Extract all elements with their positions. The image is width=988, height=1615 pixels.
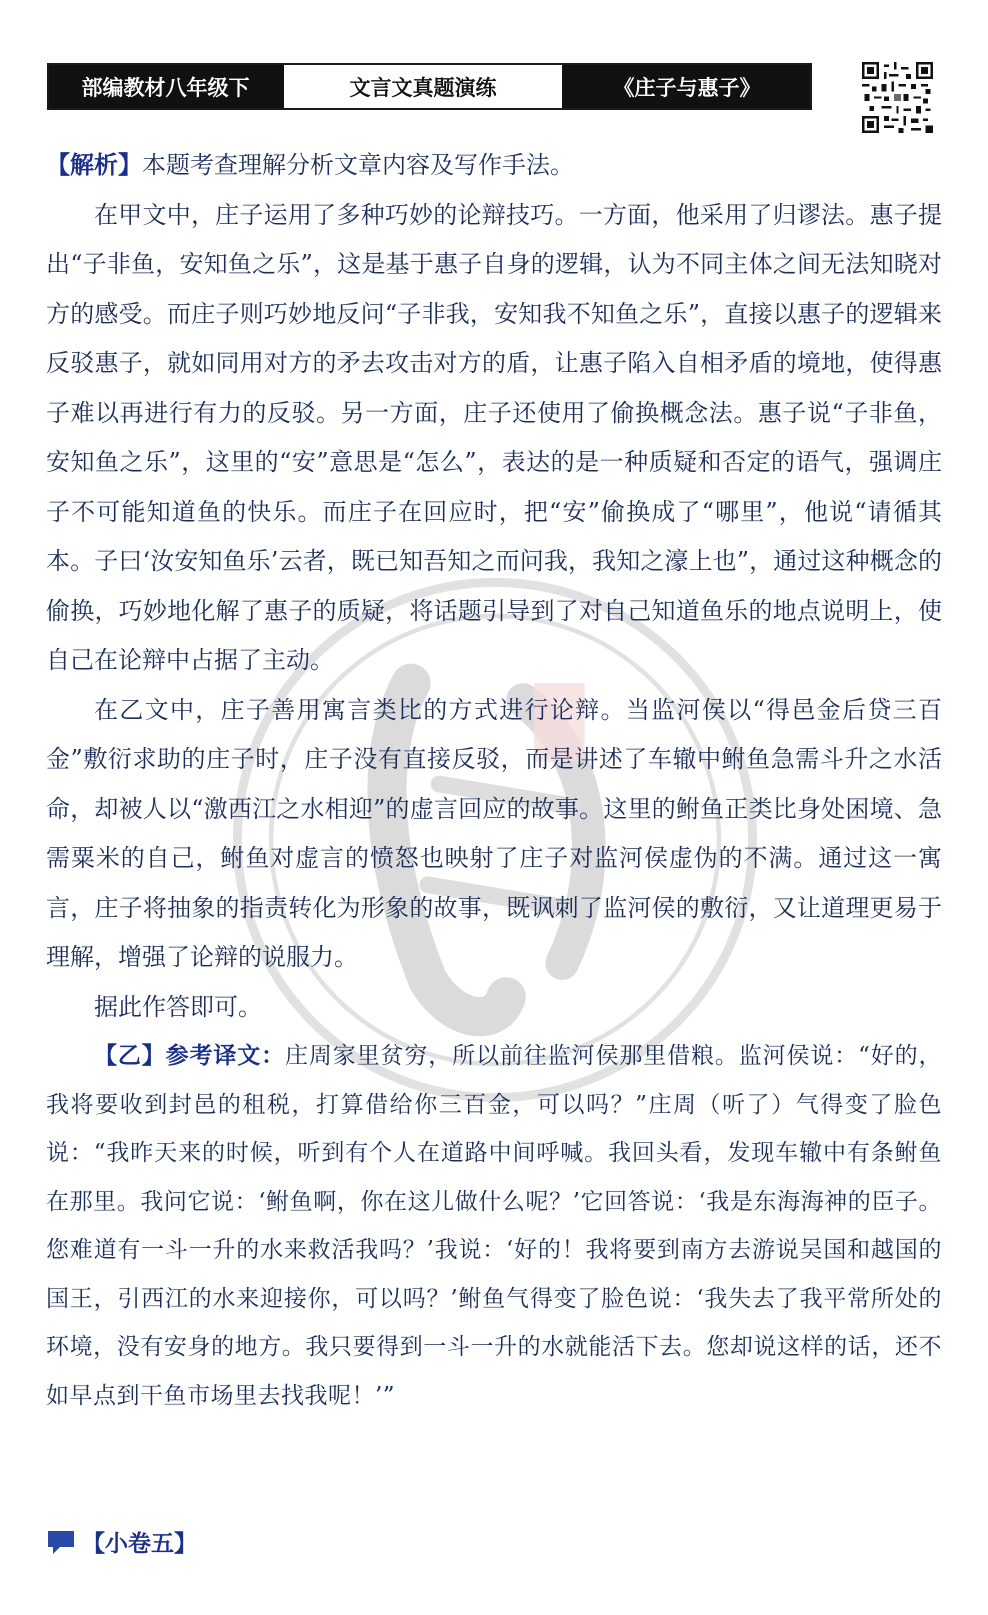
footer-label: 【小卷五】 <box>82 1531 197 1557</box>
analysis-paragraph-2: 在乙文中，庄子善用寓言类比的方式进行论辩。当监河侯以“得邑金后贷三百金”敷衍求助的庄子时，庄子没有直接反驳，而是讲述了车辙中鲋鱼急需斗升之水活命，却被人以“激西江之水相迎”的虚言回应的故事。这里的鲋鱼正类比身处困境、急需粟米的自己，鲋鱼对虚言的愤怒也映射了庄子对监河侯虚伪的不满。通过这一寓言，庄子将抽象的指责转化为形象的故事，既讽刺了监河侯的敷衍，又让道理更易于理解，增强了论辩的说服力。 <box>46 695 942 971</box>
translation-tag: 【乙】参考译文： <box>94 1043 286 1069</box>
footer-section-label <box>46 1525 197 1558</box>
header-grade: 部编教材八年级下 <box>49 65 282 108</box>
analysis-conclusion: 据此作答即可。 <box>94 992 262 1021</box>
header-topic: 文言文真题演练 <box>282 65 564 108</box>
analysis-intro-text: 本题考查理解分析文章内容及写作手法。 <box>142 151 574 179</box>
header-title: 《庄子与惠子》 <box>564 65 810 108</box>
analysis-paragraph-1: 在甲文中，庄子运用了多种巧妙的论辩技巧。一方面，他采用了归谬法。惠子提出“子非鱼，安知鱼之乐”，这是基于惠子自身的逻辑，认为不同主体之间无法知晓对方的感受。而庄子则巧妙地反问“子非我，安知我不知鱼之乐”，直接以惠子的逻辑来反驳惠子，就如同用对方的矛去攻击对方的盾，让惠子陷入自相矛盾的境地，使得惠子难以再进行有力的反驳。另一方面，庄子还使用了偷换概念法。惠子说“子非鱼，安知鱼之乐”，这里的“安”意思是“怎么”，表达的是一种质疑和否定的语气，强调庄子不可能知道鱼的快乐。而庄子在回应时，把“安”偷换成了“哪里”，他说“请循其本。子曰‘汝安知鱼乐’云者，既已知吾知之而问我，我知之濠上也”，通过这种概念的偷换，巧妙地化解了惠子的质疑，将话题引导到了对自己知道鱼乐的地点说明上，使自己在论辩中占据了主动。 <box>46 200 942 674</box>
translation-paragraph <box>46 1032 942 1420</box>
content-area <box>46 140 942 1420</box>
speech-bubble-icon <box>46 1529 76 1555</box>
translation-text: 庄周家里贫穷，所以前往监河侯那里借粮。监河侯说：“好的，我将要收到封邑的租税，打算借给你三百金，可以吗？”庄周（听了）气得变了脸色说：“我昨天来的时候，听到有个人在道路中间呼喊。我回头看，发现车辙中有条鲋鱼在那里。我问它说：‘鲋鱼啊，你在这儿做什么呢？’它回答说：‘我是东海海神的臣子。您难道有一斗一升的水来救活我吗？’我说：‘好的！我将要到南方去游说吴国和越国的国王，引西江的水来迎接你，可以吗？’鲋鱼气得变了脸色说：‘我失去了我平常所处的环境，没有安身的地方。我只要得到一斗一升的水就能活下去。您却说这样的话，还不如早点到干鱼市场里去找我呢！’” <box>46 1043 942 1409</box>
qr-code-icon <box>862 62 933 133</box>
header-bar <box>47 63 812 110</box>
analysis-tag: 【解析】 <box>46 150 142 179</box>
analysis-intro <box>46 140 942 191</box>
